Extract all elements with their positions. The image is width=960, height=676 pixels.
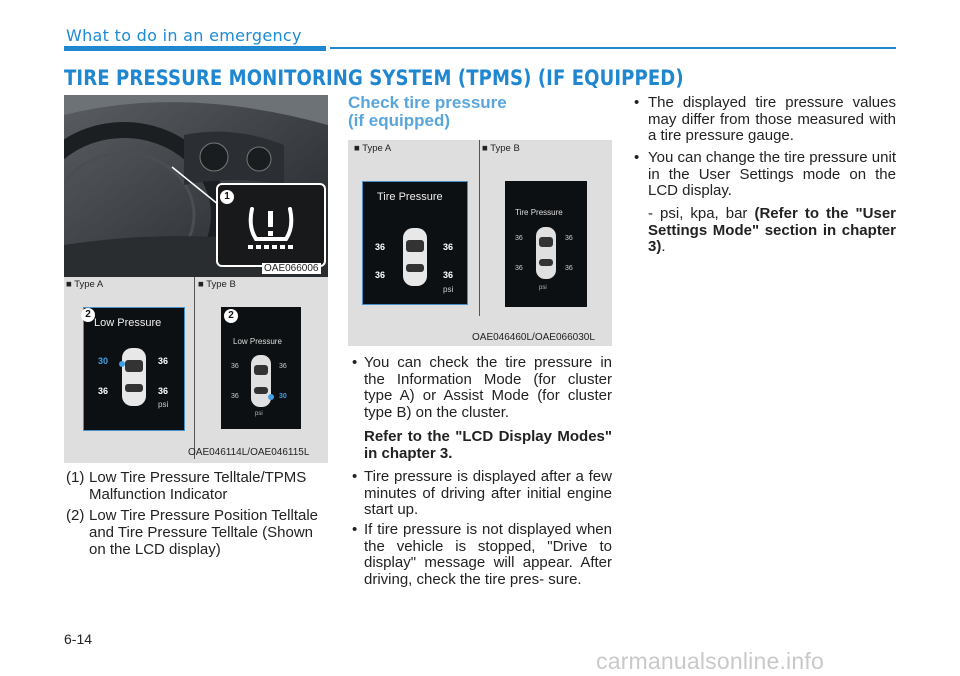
type-b-label: ■ Type B bbox=[198, 279, 236, 290]
mid-a-fl: 36 bbox=[375, 242, 386, 252]
lcd-b-unit: psi bbox=[255, 411, 263, 417]
panel-divider bbox=[194, 277, 195, 459]
mid-a-rl: 36 bbox=[375, 270, 386, 280]
lcd-panel-mid-a bbox=[362, 181, 468, 305]
mid-car-icon-b bbox=[533, 225, 559, 281]
mid-b-unit: psi bbox=[539, 285, 547, 291]
right-bullet-1: The displayed tire pressure values may differ from those measured with a tire pressure gauge. bbox=[648, 94, 896, 145]
lcd-b-fr: 36 bbox=[279, 363, 287, 370]
mid-bullet-1-ref: Refer to the "LCD Display Modes" in chapter 3. bbox=[364, 428, 612, 462]
heading-line-2: (if equipped) bbox=[348, 111, 450, 130]
mid-b-title: Tire Pressure bbox=[515, 208, 563, 217]
header-rule-thick bbox=[64, 46, 326, 51]
lcd-a-fl: 30 bbox=[98, 356, 109, 366]
right-bullet-2: You can change the tire pressure unit in the User Settings mode on the LCD display. bbox=[648, 149, 896, 200]
low-pressure-panels bbox=[64, 277, 328, 463]
bullet-dot: • bbox=[352, 468, 358, 485]
mid-type-b-label: ■ Type B bbox=[482, 143, 520, 154]
sub-prefix: - psi, kpa, bar bbox=[648, 205, 748, 222]
sub-end: . bbox=[661, 238, 666, 256]
car-top-icon-b bbox=[248, 353, 274, 409]
mid-bullet-3: If tire pressure is not displayed when the vehicle is stopped, "Drive to display" message will appear. After driving, check the tire pres- sure. bbox=[364, 521, 612, 588]
bullet-dot: • bbox=[634, 149, 640, 166]
callout-badge-2b: 2 bbox=[224, 309, 238, 323]
lcd-panel-mid-b bbox=[505, 181, 587, 307]
lcd-panel-a bbox=[83, 307, 185, 431]
header-rule-thin bbox=[330, 47, 896, 49]
tire-pressure-panels bbox=[348, 140, 612, 346]
mid-b-rl: 36 bbox=[515, 265, 523, 272]
mid-panel-divider bbox=[479, 140, 480, 316]
heading-line-1: Check tire pressure bbox=[348, 93, 507, 112]
mid-bullet-1: You can check the tire pressure in the Information Mode (for cluster type A) or Assist Mode (for cluster type B) on the cluster. bbox=[364, 354, 612, 421]
mid-type-a-label: ■ Type A bbox=[354, 143, 392, 154]
sub-ref: (Refer to the "User Settings Mode" section in chapter 3) bbox=[648, 205, 896, 256]
panels-code-mid: OAE046460L/OAE066030L bbox=[472, 332, 595, 343]
right-sub-item bbox=[648, 206, 896, 256]
mid-car-icon-a bbox=[400, 226, 430, 288]
lcd-b-title: Low Pressure bbox=[233, 337, 282, 346]
lcd-panel-b bbox=[221, 307, 301, 429]
mid-b-fl: 36 bbox=[515, 235, 523, 242]
panels-code-left: OAE046114L/OAE046115L bbox=[188, 447, 310, 458]
mid-bullet-2: Tire pressure is displayed after a few minutes of driving after initial engine start up. bbox=[364, 468, 612, 519]
mid-b-fr: 36 bbox=[565, 235, 573, 242]
mid-a-title: Tire Pressure bbox=[377, 191, 443, 203]
type-a-label: ■ Type A bbox=[66, 279, 104, 290]
page-number: 6-14 bbox=[64, 631, 93, 647]
bullet-dot: • bbox=[352, 354, 358, 371]
bullet-dot: • bbox=[352, 521, 358, 538]
lcd-b-fl: 36 bbox=[231, 363, 239, 370]
callout-badge-2a: 2 bbox=[81, 308, 95, 322]
mid-a-unit: psi bbox=[443, 285, 454, 294]
dashboard-photo bbox=[64, 95, 328, 277]
bullet-dot: • bbox=[634, 94, 640, 111]
list-item-2-text: Low Tire Pressure Position Telltale and Tire Pressure Telltale (Shown on the LCD display) bbox=[89, 507, 318, 558]
photo-code: OAE066006 bbox=[264, 263, 319, 274]
lcd-a-unit: psi bbox=[158, 400, 169, 409]
mid-b-rr: 36 bbox=[565, 265, 573, 272]
check-tire-heading bbox=[348, 94, 507, 130]
lcd-b-rr: 30 bbox=[279, 393, 287, 400]
section-title: What to do in an emergency bbox=[66, 26, 302, 45]
list-item-1-text: Low Tire Pressure Telltale/TPMS Malfunction Indicator bbox=[89, 469, 307, 503]
lcd-a-fr: 36 bbox=[158, 356, 169, 366]
callout-badge-1: 1 bbox=[220, 190, 234, 204]
list-item-2-num: (2) bbox=[66, 507, 85, 524]
mid-a-fr: 36 bbox=[443, 242, 454, 252]
lcd-a-rl: 36 bbox=[98, 386, 109, 396]
car-top-icon bbox=[119, 346, 149, 408]
mid-a-rr: 36 bbox=[443, 270, 454, 280]
watermark: carmanualsonline.info bbox=[596, 648, 824, 674]
lcd-a-title: Low Pressure bbox=[94, 317, 162, 329]
lcd-b-rl: 36 bbox=[231, 393, 239, 400]
lcd-a-rr: 36 bbox=[158, 386, 169, 396]
page-title: TIRE PRESSURE MONITORING SYSTEM (TPMS) (IF EQUIPPED) bbox=[64, 66, 684, 90]
list-item-1-num: (1) bbox=[66, 469, 85, 486]
